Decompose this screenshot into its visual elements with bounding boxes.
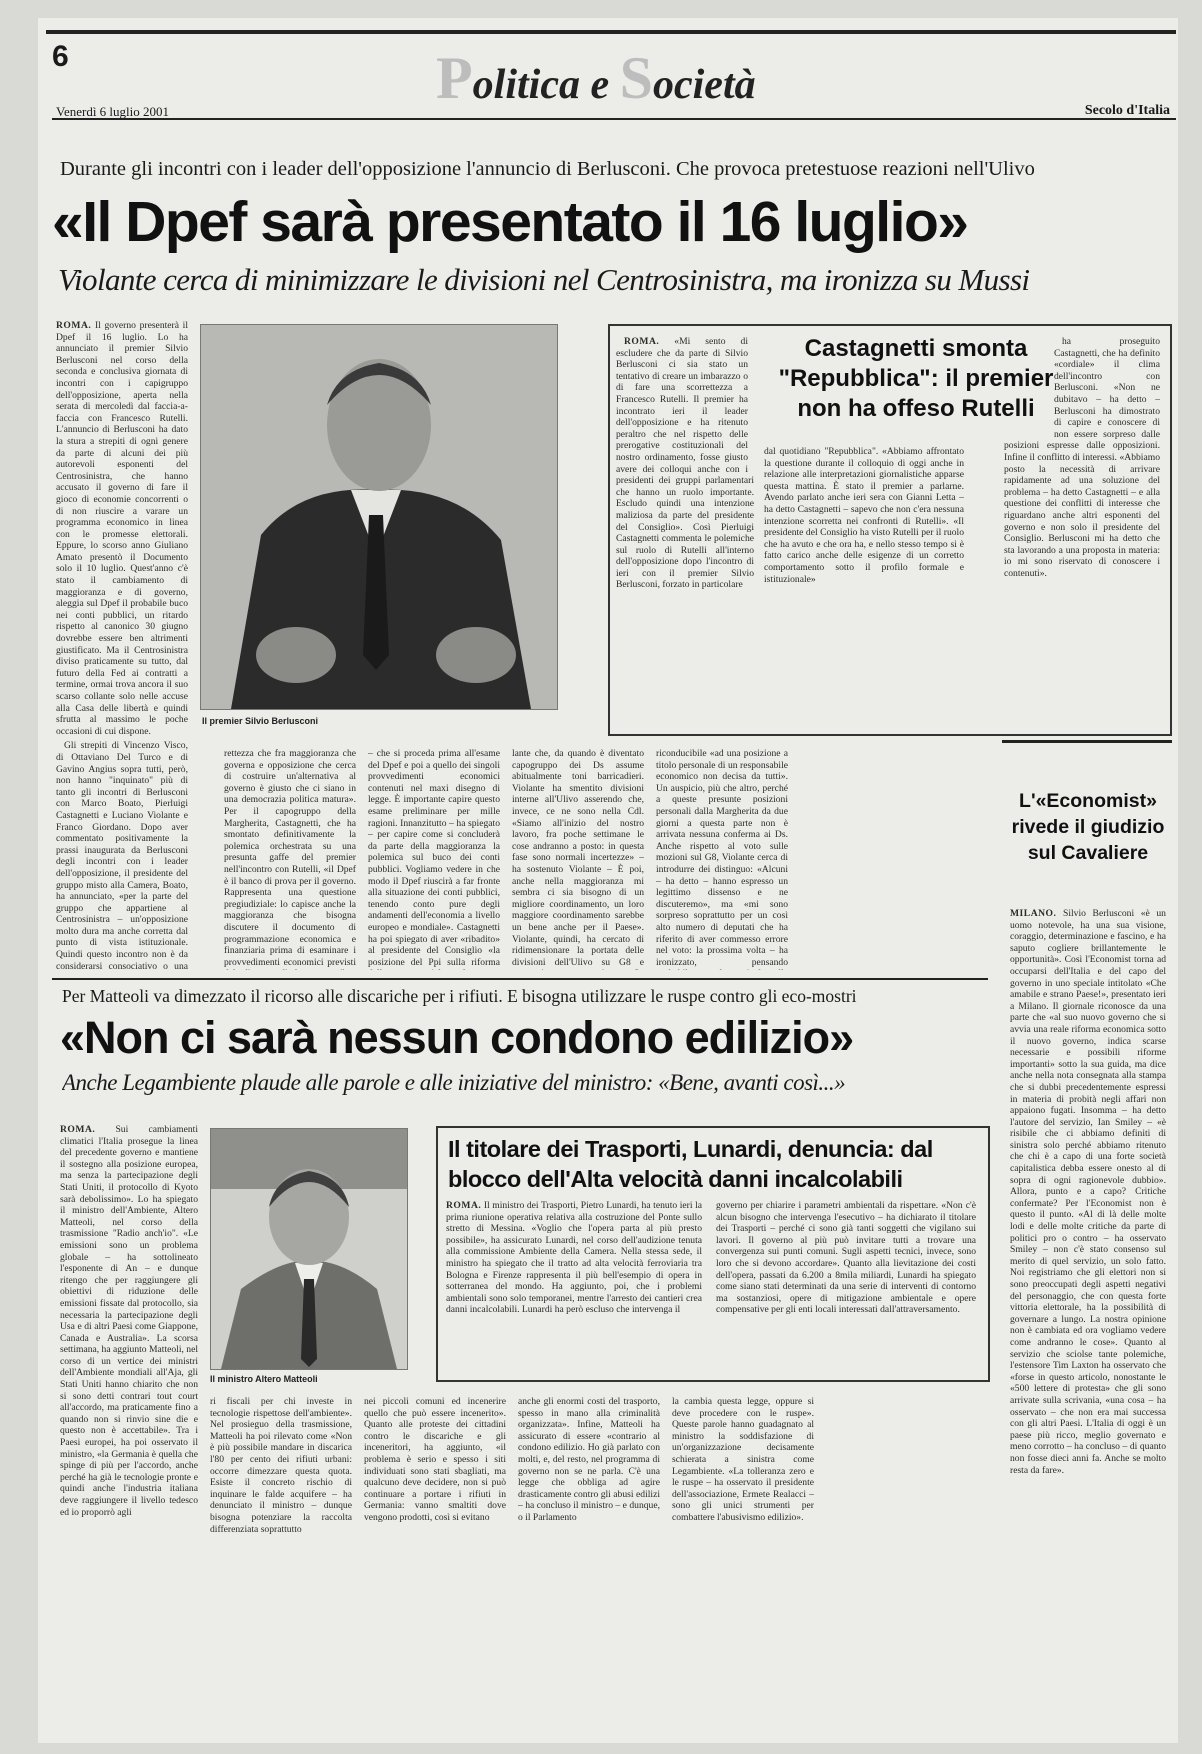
condono-kicker: Per Matteoli va dimezzato il ricorso alle discariche per i rifiuti. E bisogna utilizzare le ruspe contro gli eco-mostri	[62, 986, 857, 1006]
condono-col5-text: la cambia questa legge, oppure si deve procedere con le ruspe». Queste parole hanno guadagnato al ministro la soddisfazione di un'organizzazione decisamente schierata a sinistra come Legambiente. «La tolleranza zero e le ruspe – ha osservato il presidente dell'associazione, Ermete Realacci – sono gli unici strumenti per combattere l'abusivismo edilizio».	[672, 1396, 814, 1523]
top-col1-text-b: Gli strepiti di Vincenzo Visco, di Ottaviano Del Turco e di Gavino Angius sopra tutti, però, non hanno "inquinato" più di tanto gli incontri di Berlusconi con Marco Boato, Pierluigi Castagnetti e Luciano Violante e Franco Giordano. Dopo aver commentato positivamente la prassi inaugurata da Berlusconi degli incontri con i leader dell'opposizione, il presidente del gruppo misto alla Camera, Boato, ha annunciato, «per la parte del gruppo che appartiene al Centrosinistra – un'opposizione molto dura ma anche corretta dal punto di vista istituzionale. Quindi questo incontro non è da considerarsi consociativo o una	[56, 740, 188, 970]
top-col-4	[512, 748, 644, 970]
berlusconi-photo-caption: Il premier Silvio Berlusconi	[202, 716, 319, 726]
header-top-rule	[46, 30, 1176, 34]
section-title-initial-s: S	[619, 45, 653, 111]
economist-top-rule	[1002, 740, 1172, 743]
condono-subheadline: Anche Legambiente plaude alle parole e alle iniziative del ministro: «Bene, avanti così...»	[62, 1070, 846, 1095]
section-title-initial-p: P	[436, 45, 473, 111]
page-number: 6	[52, 40, 69, 73]
newspaper-page	[38, 18, 1178, 1743]
lunardi-dateline: ROMA.	[446, 1200, 482, 1211]
top-kicker: Durante gli incontri con i leader dell'opposizione l'annuncio di Berlusconi. Che provoca pretestuose reazioni nell'Ulivo	[60, 158, 1035, 180]
castagnetti-col-2	[764, 446, 964, 726]
matteoli-portrait-illustration	[211, 1129, 407, 1369]
section-title-part-1: olitica e	[472, 62, 620, 108]
lunardi-headline: Il titolare dei Trasporti, Lunardi, denuncia: dal blocco dell'Alta velocità danni incalcolabili	[448, 1136, 933, 1192]
section-title	[436, 44, 756, 113]
portrait-illustration	[201, 325, 557, 709]
condono-col-3	[364, 1396, 506, 1736]
newspaper-name: Secolo d'Italia	[1084, 103, 1170, 118]
castagnetti-gap	[973, 446, 995, 726]
top-col5-text: riconducibile «ad una posizione a titolo personale di un responsabile economico non decisa da tutti». Un auspicio, più che altro, perché a queste presunte posizioni personali dalla Margherita da due giorni a questa parte non è arrivata nessuna conferma ai Ds. Anche rispetto al voto sulle mozioni sul G8, Violante cerca di introdurre dei distinguo: «Alcuni – ha detto – hanno espresso un legittimo dissenso e ne discuteremo», ma «mi sono sorpreso soprattutto per un così alto numero di deputati che ha riferito di aver commesso errore nel voto: la prossima volta – ha ironizzato, pensando	[656, 748, 788, 968]
top-headline: «Il Dpef sarà presentato il 16 luglio»	[52, 190, 968, 254]
castagnetti-headline: Castagnetti smonta "Repubblica": il premier non ha offeso Rutelli	[766, 334, 1066, 424]
berlusconi-photo	[200, 324, 558, 710]
economist-headline: L'«Economist» rivede il giudizio sul Cavaliere	[1011, 790, 1165, 864]
condono-col-2	[210, 1396, 352, 1736]
castagnetti-col-3	[1004, 336, 1160, 726]
top-col3-text: – che si proceda prima all'esame del Dpef e poi a quello dei singoli provvedimenti economici contenuti nel maxi disegno di legge. È importante capire questo esame preliminare per mille ragioni. Innanzitutto – ha spiegato – per capire come si concluderà da parte della maggioranza la polemica sul buco dei conti pubblici. Vogliamo vedere in che modo il Dpef riuscirà a far fronte alla situazione dei conti pubblici, tenendo conto pure degli andamenti dell'economia a livello europeo e mondiale». Castagnetti ha poi spiegato di aver «ribadito» al presidente del Consiglio «la posizione del Ppi sulla riforma	[368, 748, 500, 968]
condono-top-rule	[52, 978, 988, 980]
top-col4-text: lante che, da quando è diventato capogruppo dei Ds assume abitualmente toni barricadieri. Violante ha smentito divisioni interne all'Ulivo asserendo che, invece, ce ne sono nella Cdl. «Siamo all'inizio del nostro lavoro, fra poche settimane le cose andranno a posto: in questa fase sono normali incertezze» – ha sostenuto Violante – È poi, anche nella maggioranza mi sembra ci sia bisogno di un migliore coordinamento, un loro maggiore coordinamento sarebbe un bene anche per il Paese». Violante, quindi, ha cercato di ridimensionare la portata delle divisioni dell'Ulivo su G8 e	[512, 748, 644, 968]
top-col-1	[56, 320, 188, 970]
top-col-2	[224, 748, 356, 970]
condono-col-5	[672, 1396, 814, 1736]
matteoli-photo	[210, 1128, 408, 1370]
castagnetti-col-1	[616, 336, 754, 726]
castagnetti-dateline: ROMA.	[624, 336, 660, 347]
economist-dateline: MILANO.	[1010, 908, 1057, 919]
condono-col1-text: Sui cambiamenti climatici l'Italia prosegue la linea del precedente governo e mantiene il sostegno alla posizione europea, ma senza la partecipazione degli Stati Uniti, il protocollo di Kyoto sarà debolissimo». Lo ha spiegato il ministro dell'Ambiente, Altero Matteoli, nel corso della trasmissione "Radio anch'io". «Le emissioni sono un problema globale – ha sottolineato l'esponente di An – e dunque ritengo che per raggiungere gli obiettivi di riduzione delle emissioni fissate dal protocollo, sia necessaria la partecipazione degli Usa e di altri Paesi come Giappone, Canada e Australia». La scorsa settimana, ha aggiunto Matteoli, nel corso di un vertice dei ministri dell'Ambiente mondiali all'Aja, gli Stati Uniti hanno chiarito che non si sono detti contrari tout court all'accordo, ma praticamente fino a quando non si rinvio sine die e questo non è accettabile». Tra i Paesi europei, ha poi osservato il ministro, «la Germania è quella che spinge di più per l'accordo, anche perché ha già le tecnologie pronte e quindi anche l'industria italiana deve raggiungere il livello tedesco ed io proporrò agli	[60, 1124, 198, 1518]
lunardi-col1-text: Il ministro dei Trasporti, Pietro Lunardi, ha tenuto ieri la prima riunione operativa relativa alla costruzione del Ponte sullo stretto di Messina. «Voglio che l'opera parta al più presto possibile», ha assicurato Lunardi, nel corso dell'audizione tenuta alla commissione Ambiente della Camera. Nella stessa sede, il ministro ha spiegato che il tratto ad alta velocità ferroviaria tra Bologna e Firenze rappresenta il più bell'esempio di opera in sotterranea del mondo. Ha aggiunto, poi, che i problemi ambientali sono solo temporanei, mentre l'arresto dei cantieri crea danni incalcolabili. Lunardi ha però escluso che intervenga il	[446, 1200, 702, 1316]
condono-col4-text: anche gli enormi costi del trasporto, spesso in mano alla criminalità organizzata». Infine, Matteoli ha assicurato di essere «contrario al condono edilizio. Ho già parlato con molti, e, del resto, nel programma di governo non se ne parla. C'è una legge che obbliga ad agire drasticamente contro gli abusi edilizi – ha concluso il ministro – e dunque, o il Parlamento	[518, 1396, 660, 1523]
top-col2-text: rettezza che fra maggioranza che governa e opposizione che cerca di costruire un'alternativa al governo è giusto che ci siano in una democrazia politica matura». Per il capogruppo della Margherita, Castagnetti, che ha smontato definitivamente la polemica orchestrata su una presunta gaffe del premier nell'incontro con Rutelli, «il Dpef è il banco di prova per il governo. Rappresenta una questione pregiudiziale: lo capisce anche la maggioranza che bisogna discutere il documento di programmazione economica e finanziaria prima di esaminare i provvedimenti economici previsti	[224, 748, 356, 968]
castagnetti-col2-text: dal quotidiano "Repubblica". «Abbiamo affrontato la questione durante il colloquio di oggi anche in relazione alle interpretazioni giornalistiche apparse questa mattina. È stato il premier a parlarne. Avendo parlato anche ieri sera con Gianni Letta – ha detto Castagnetti – sapevo che non c'era nessuna intenzione scorretta nei confronti di Rutelli». «Il presidente del Consiglio ha visto Rutelli per il ruolo che ha avuto e che ora ha, e nello stesso tempo si è fatto carico anche delle esigenze di un corretto comportamento sotto il profilo formale e istituzionale»	[764, 446, 964, 585]
section-title-part-2: ocietà	[653, 62, 756, 108]
lunardi-col-2	[716, 1200, 976, 1370]
lunardi-col2-text: governo per chiarire i parametri ambientali da rispettare. «Non c'è alcun bisogno che intervenga l'esecutivo – ha dichiarato il titolare dei Trasporti – perché ci sono già tanti soggetti che vigilano sui lavori. Il governo al più può invitare tutti a trovare una convergenza sui punti comuni. Sugli aspetti tecnici, invece, sono loro che si devono accordare». Quanto alla lievitazione dei costi dell'opera, passati da 6.200 a 8mila miliardi, Lunardi ha spiegato come siano stati determinati da una serie di interventi di contorno ma sostanziosi, opere di mitigazione ambientale e opere compensative per gli enti locali interessati dall'attraversamento.	[716, 1200, 976, 1316]
condono-dateline: ROMA.	[60, 1124, 96, 1135]
lunardi-col-1	[446, 1200, 702, 1370]
condono-headline: «Non ci sarà nessun condono edilizio»	[60, 1012, 854, 1063]
condono-col-1	[60, 1124, 198, 1738]
condono-col-4	[518, 1396, 660, 1736]
top-dateline: ROMA.	[56, 320, 92, 331]
issue-date: Venerdì 6 luglio 2001	[56, 104, 170, 119]
header-date-rule	[52, 118, 1176, 120]
condono-col3-text: nei piccoli comuni ed incenerire quello che può essere incenerito». Quanto alle proteste dei cittadini contro le discariche e gli inceneritori, ha aggiunto, «il problema è serio e spesso i siti individuati sono stati sbagliati, ma qualcuno deve decidere, non si può continuare a portare i rifiuti in Germania: vanno smaltiti dove vengono prodotti, così si evitano	[364, 1396, 506, 1523]
top-col-5	[656, 748, 788, 970]
matteoli-photo-caption: Il ministro Altero Matteoli	[210, 1374, 318, 1384]
castagnetti-col1-text: «Mi sento di escludere che da parte di Silvio Berlusconi ci sia stato un tentativo di creare un imbarazzo o di fare una scorrettezza a Francesco Rutelli. Il premier ha incontrato ieri il leader dell'opposizione e ha ritenuto peraltro che nel rispetto delle prerogative costituzionali del nostro ordinamento, fosse giusto avere dei colloqui anche con i presidenti dei gruppi parlamentari che hanno un ruolo importante. Escludo quindi una intenzione maliziosa da parte del presidente del Consiglio». Così Pierluigi Castagnetti commenta le polemiche sul ruolo di Rutelli all'interno dell'opposizione dopo l'incontro di ieri con il premier Silvio Berlusconi, forzato in particolare	[616, 336, 754, 591]
castagnetti-col3-text: ha proseguito Castagnetti, che ha definito «cordiale» il clima dell'incontro con Berlusconi. «Non ne dubitavo – ha detto – Berlusconi ha dimostrato di capire e conoscere di non essere sorpreso dalle posizioni espresse dalle opposizioni. Infine il conflitto di interessi. «Abbiamo posto la necessità di arrivare rapidamente ad una soluzione del problema – ha detto Castagnetti – e alla questione dei conflitti di interesse che riguardano anche altri esponenti del governo e non solo il presidente del Consiglio. Berlusconi mi ha detto che sta lavorando a una proposta in materia: io mi sono riservato di conoscere i contenuti».	[1004, 336, 1160, 579]
economist-col	[1010, 908, 1166, 1738]
economist-text: Silvio Berlusconi «è un uomo notevole, ha una sua visione, coraggio, determinazione e fascino, e ha saputo cogliere brillantemente le opportunità». Così l'Economist torna ad occuparsi dell'Italia e del capo del governo in uno speciale intitolato «Che amabile e strano Paese!», presentato ieri a Milano. Il giornale riconosce da una parte che «al suo nuovo governo che si avvia una reale riforma economica sotto il nuovo governo, indica scarse necessarie e possibili riforme importanti» sotto la sua guida, ma dice anche nella nota consegnata alla stampa che si dubbi precedentemente espressi in materia di probità negli affari non appaiono fugati. Insomma – ha detto l'autore del servizio, Ian Smiley – «è risibile che ci abbiamo definiti di sinistra solo perché abbiamo ritenuto che chi è a capo di una forte società capitalistica debba essere onesto al di sopra di ogni ragionevole dubbio». Allora, punto e a capo? Critiche confermate? Per l'Economist non è questo il punto. «Al di là delle molte lodi e delle molte critiche da parte di politici pro o contro – ha osservato Smiley – non c'è stato consenso sul merito di quel servizio, un solo fatto. Noi registriamo che gli elettori non si sono preoccupati degli aspetti negativi del personaggio, che con questa forte vittoria elettorale, ha la possibilità di governare a lungo. La nostra opinione non è cambiata ed ora vogliamo vedere come andranno le cose». Quanto al servizio che sciolse tante polemiche, l'estensore Tim Laxton ha osservato che «forse in questo articolo, nonostante le «500 lettere di protesta» che gli sono arrivate sulla scrivania, «una cosa – ha osservato – che non era mai successa con gli altri Paesi. L'Italia di oggi è un paese più ricco, meglio governato e meno corrotto – ha concluso – di quanto non fosse dieci anni fa. Anche se molto resta da fare».	[1010, 908, 1166, 1476]
top-subheadline: Violante cerca di minimizzare le divisioni nel Centrosinistra, ma ironizza su Mussi	[58, 262, 1030, 297]
top-col1-text: Il governo presenterà il Dpef il 16 luglio. Lo ha annunciato il premier Silvio Berlusconi nel corso della seconda e conclusiva giornata di incontri con i capigruppo dell'opposizione, aperta nella serata di mercoledì dal faccia-a-faccia con Francesco Rutelli. L'annuncio di Berlusconi ha dato la stura a strepiti di ogni genere da parte di alcuni dei più autorevoli esponenti del Centrosinistra, che hanno accusato il governo di fare il gioco di economie concorrenti o di non riuscire a varare un programma economico in linea con le promesse elettorali. Eppure, lo scorso anno Giuliano Amato presentò il Documento solo il 10 luglio. Quest'anno c'è stato il cambiamento di maggioranza e di governo, aleggia sul Dpef il probabile buco nei conti pubblici, un ritardo rispetto al canonico 30 giugno dovrebbe essere ben altrimenti giustificato. Ma il Centrosinistra diviso praticamente su tutto, dal futuro della Fed ai contratti a termine, ormai trova ancora il suo scarso collante solo nelle accuse alla Casa delle libertà e quindi sfrutta al massimo le poche occasioni di cui dispone.	[56, 320, 188, 737]
condono-col2-text: ri fiscali per chi investe in tecnologie rispettose dell'ambiente». Nel prosieguo della trasmissione, Matteoli ha poi rilevato come «Non è più possibile mandare in discarica l'80 per cento dei rifiuti urbani: occorre dimezzare questa quota. Esiste il concreto rischio di inquinare le falde acquifere – ha denunciato il ministro – dunque bisogna potenziare la raccolta differenziata soprattutto	[210, 1396, 352, 1535]
top-col-3	[368, 748, 500, 970]
